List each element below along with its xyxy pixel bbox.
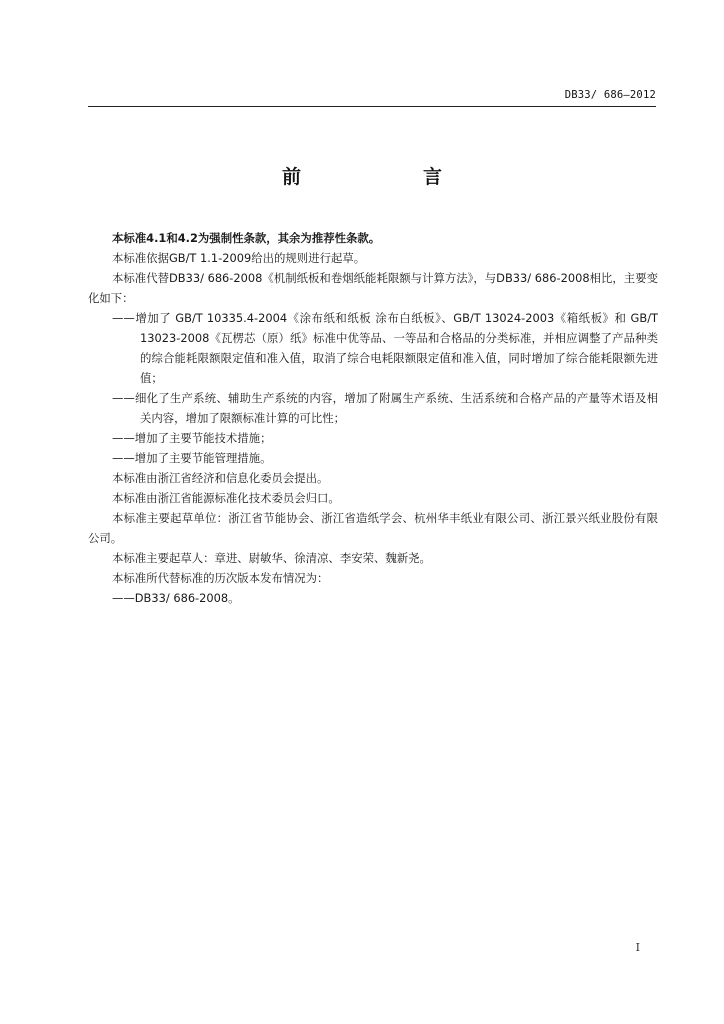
paragraph-drafting-units: 本标准主要起草单位：浙江省节能协会、浙江省造纸学会、杭州华丰纸业有限公司、浙江景兴纸业股份有限公司。 bbox=[88, 511, 658, 545]
paragraph-committee: 本标准由浙江省能源标准化技术委员会归口。 bbox=[112, 491, 340, 505]
paragraph-drafters: 本标准主要起草人：章进、尉敏华、徐清凉、李安荣、魏新尧。 bbox=[112, 551, 431, 565]
header-rule bbox=[88, 106, 656, 107]
page-number: I bbox=[635, 941, 640, 954]
page-title: 前 言 bbox=[281, 166, 470, 188]
foreword-body bbox=[88, 228, 658, 608]
change-item-systems: ——细化了生产系统、辅助生产系统的内容，增加了附属生产系统、生活系统和合格产品的产量等术语及相关内容，增加了限额标准计算的可比性； bbox=[112, 391, 658, 425]
paragraph-drafting-rules: 本标准依据GB/T 1.1-2009给出的规则进行起草。 bbox=[112, 251, 366, 265]
standard-code: DB33/ 686—2012 bbox=[564, 89, 656, 101]
paragraph-mandatory-clauses: 本标准4.1和4.2为强制性条款，其余为推荐性条款。 bbox=[112, 231, 381, 245]
change-item-tech-measures: ——增加了主要节能技术措施； bbox=[112, 431, 272, 445]
change-item-classification: ——增加了 GB/T 10335.4-2004《涂布纸和纸板 涂布白纸板》、GB/T 13024-2003《箱纸板》和 GB/T 13023-2008《瓦楞芯（原）纸》标准中优等品、一等品和合格品的分类标准，并相应调整了产品种类的综合能耗限额限定值和准入值，取消了综合电耗限额限定值和准入值，同时增加了综合能耗限额先进值； bbox=[112, 311, 658, 385]
history-item: ——DB33/ 686-2008。 bbox=[112, 591, 240, 605]
paragraph-history-intro: 本标准所代替标准的历次版本发布情况为： bbox=[112, 571, 329, 585]
change-item-management-measures: ——增加了主要节能管理措施。 bbox=[112, 451, 272, 465]
paragraph-proposer: 本标准由浙江省经济和信息化委员会提出。 bbox=[112, 471, 329, 485]
paragraph-replacement: 本标准代替DB33/ 686-2008《机制纸板和卷烟纸能耗限额与计算方法》，与DB33/ 686-2008相比，主要变化如下： bbox=[88, 271, 658, 305]
